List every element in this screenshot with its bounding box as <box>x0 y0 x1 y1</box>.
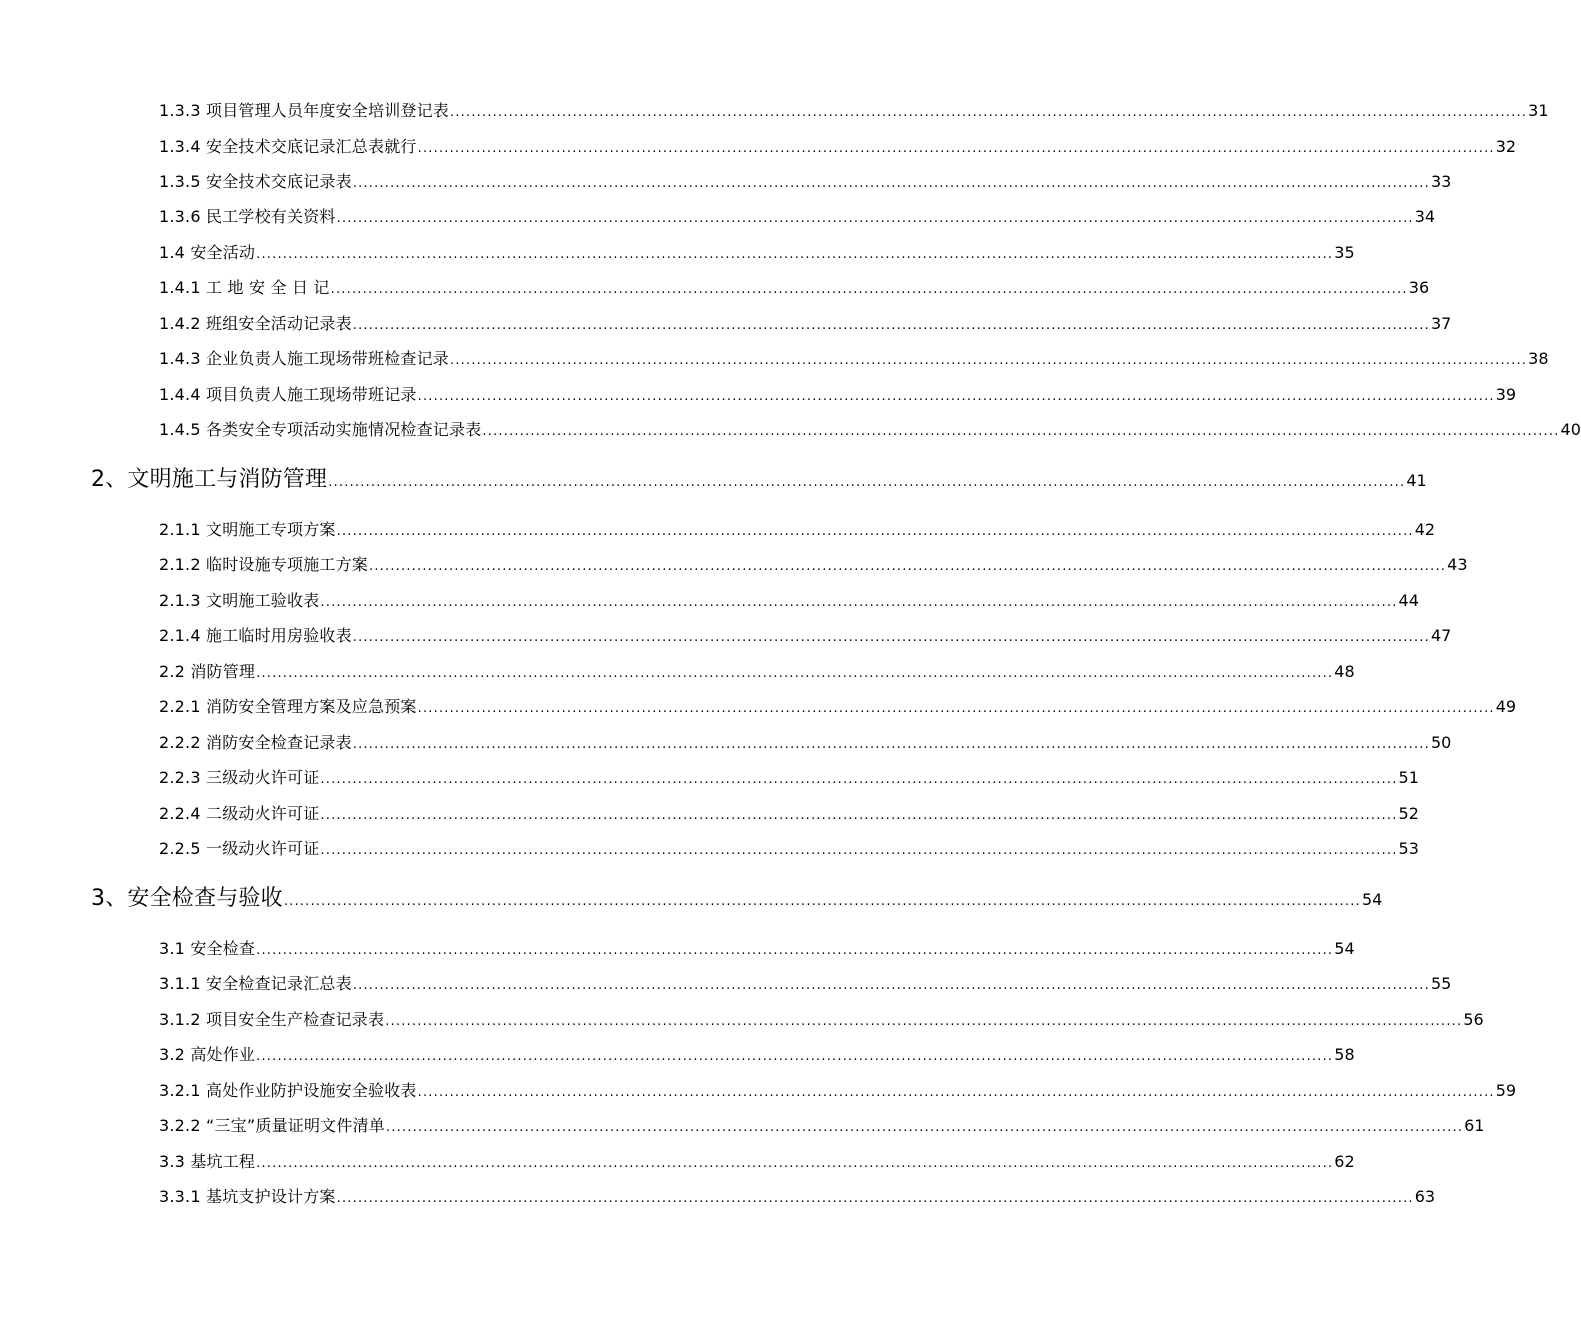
dot-leader: .......................................................................................................................................................................................................... <box>256 943 1334 958</box>
toc-entry-page: 42 <box>1414 520 1436 539</box>
dot-leader: .......................................................................................................................................................................................................... <box>320 808 1398 823</box>
toc-entry-page: 43 <box>1447 555 1468 574</box>
toc-entry[interactable] <box>159 938 1355 960</box>
toc-entry[interactable] <box>159 803 1419 825</box>
toc-entry-title: 2.1.2 临时设施专项施工方案 <box>159 555 368 574</box>
toc-entry-page: 48 <box>1334 662 1355 681</box>
dot-leader: .......................................................................................................................................................................................................... <box>450 105 1528 120</box>
dot-leader: .......................................................................................................................................................................................................... <box>256 1156 1334 1171</box>
toc-entry[interactable] <box>159 1115 1485 1137</box>
toc-entry-page: 31 <box>1528 101 1549 120</box>
dot-leader: .......................................................................................................................................................................................................... <box>417 389 1495 404</box>
toc-entry[interactable] <box>159 1009 1484 1031</box>
toc-entry-title: 2.1.3 文明施工验收表 <box>159 591 320 610</box>
toc-entry-page: 33 <box>1430 172 1452 191</box>
dot-leader: .......................................................................................................................................................................................................... <box>352 737 1430 752</box>
dot-leader: .......................................................................................................................................................................................................... <box>320 843 1398 858</box>
toc-entry-page: 36 <box>1408 278 1430 297</box>
toc-entry-page: 35 <box>1334 243 1355 262</box>
toc-entry[interactable] <box>159 1044 1355 1066</box>
toc-entry-page: 34 <box>1414 207 1436 226</box>
dot-leader: .......................................................................................................................................................................................................... <box>352 978 1430 993</box>
toc-entry[interactable] <box>159 625 1452 647</box>
toc-chapter-title: 2、文明施工与消防管理 <box>91 467 328 492</box>
toc-entry-title: 2.1.4 施工临时用房验收表 <box>159 626 352 645</box>
dot-leader: .......................................................................................................................................................................................................... <box>283 894 1361 909</box>
toc-entry-page: 54 <box>1361 890 1383 909</box>
toc-entry-title: 1.3.4 安全技术交底记录汇总表就行 <box>159 137 417 156</box>
toc-entry[interactable] <box>159 1151 1355 1173</box>
dot-leader: .......................................................................................................................................................................................................... <box>417 1085 1495 1100</box>
toc-entry-title: 1.4.1 工 地 安 全 日 记 <box>159 278 330 297</box>
toc-entry-page: 63 <box>1414 1187 1436 1206</box>
toc-entry-page: 56 <box>1463 1010 1484 1029</box>
toc-entry-page: 59 <box>1495 1081 1517 1100</box>
toc-entry-page: 53 <box>1398 839 1419 858</box>
toc-entry-title: 1.3.5 安全技术交底记录表 <box>159 172 352 191</box>
toc-entry[interactable] <box>159 767 1419 789</box>
toc-entry-title: 2.1.1 文明施工专项方案 <box>159 520 336 539</box>
toc-entry-title: 1.4.2 班组安全活动记录表 <box>159 314 352 333</box>
dot-leader: .......................................................................................................................................................................................................... <box>369 559 1447 574</box>
dot-leader: .......................................................................................................................................................................................................... <box>320 772 1398 787</box>
toc-entry[interactable] <box>159 554 1468 576</box>
dot-leader: .......................................................................................................................................................................................................... <box>336 524 1414 539</box>
toc-entry[interactable] <box>159 661 1355 683</box>
dot-leader: .......................................................................................................................................................................................................... <box>385 1120 1464 1135</box>
toc-entry-title: 2.2 消防管理 <box>159 662 256 681</box>
dot-leader: .......................................................................................................................................................................................................... <box>450 353 1528 368</box>
toc-entry[interactable] <box>159 419 1581 441</box>
toc-entry-page: 32 <box>1495 137 1517 156</box>
toc-entry[interactable] <box>159 313 1452 335</box>
toc-entry-title: 3.2.2 “三宝”质量证明文件清单 <box>159 1116 385 1135</box>
toc-entry[interactable] <box>159 206 1436 228</box>
toc-entry-page: 44 <box>1398 591 1419 610</box>
toc-entry-page: 58 <box>1334 1045 1355 1064</box>
dot-leader: .......................................................................................................................................................................................................... <box>417 701 1495 716</box>
dot-leader: .......................................................................................................................................................................................................... <box>482 424 1560 439</box>
toc-entry-title: 3.3 基坑工程 <box>159 1152 256 1171</box>
dot-leader: .......................................................................................................................................................................................................... <box>256 666 1334 681</box>
toc-entry-title: 2.2.4 二级动火许可证 <box>159 804 320 823</box>
toc-entry-title: 1.3.3 项目管理人员年度安全培训登记表 <box>159 101 449 120</box>
toc-entry-title: 3.3.1 基坑支护设计方案 <box>159 1187 336 1206</box>
toc-chapter-entry[interactable] <box>91 465 1427 495</box>
toc-entry[interactable] <box>159 171 1452 193</box>
toc-entry[interactable] <box>159 838 1419 860</box>
toc-entry-page: 55 <box>1430 974 1452 993</box>
toc-entry-title: 2.2.2 消防安全检查记录表 <box>159 733 352 752</box>
dot-leader: .......................................................................................................................................................................................................... <box>352 176 1430 191</box>
toc-entry-page: 62 <box>1334 1152 1355 1171</box>
toc-entry-title: 3.2 高处作业 <box>159 1045 256 1064</box>
toc-entry-page: 47 <box>1430 626 1452 645</box>
toc-entry-title: 1.4.5 各类安全专项活动实施情况检查记录表 <box>159 420 482 439</box>
toc-entry-title: 2.2.3 三级动火许可证 <box>159 768 320 787</box>
toc-entry[interactable] <box>159 348 1549 370</box>
toc-entry[interactable] <box>159 277 1430 299</box>
toc-entry-title: 1.4.4 项目负责人施工现场带班记录 <box>159 385 417 404</box>
dot-leader: .......................................................................................................................................................................................................... <box>330 282 1408 297</box>
toc-entry[interactable] <box>159 136 1517 158</box>
dot-leader: .......................................................................................................................................................................................................... <box>336 1191 1414 1206</box>
dot-leader: .......................................................................................................................................................................................................... <box>385 1014 1463 1029</box>
dot-leader: .......................................................................................................................................................................................................... <box>336 211 1414 226</box>
toc-entry-title: 1.3.6 民工学校有关资料 <box>159 207 336 226</box>
toc-entry[interactable] <box>159 384 1517 406</box>
toc-entry-page: 40 <box>1560 420 1581 439</box>
toc-entry[interactable] <box>159 696 1517 718</box>
toc-entry-page: 61 <box>1464 1116 1485 1135</box>
toc-entry-title: 3.2.1 高处作业防护设施安全验收表 <box>159 1081 417 1100</box>
toc-entry-title: 1.4 安全活动 <box>159 243 256 262</box>
dot-leader: .......................................................................................................................................................................................................... <box>328 475 1406 490</box>
toc-entry-page: 41 <box>1406 471 1427 490</box>
toc-entry[interactable] <box>159 242 1355 264</box>
toc-entry[interactable] <box>159 1186 1436 1208</box>
toc-entry[interactable] <box>159 732 1452 754</box>
toc-entry[interactable] <box>159 100 1549 122</box>
toc-entry-title: 3.1 安全检查 <box>159 939 256 958</box>
toc-entry-page: 38 <box>1528 349 1549 368</box>
dot-leader: .......................................................................................................................................................................................................... <box>320 595 1398 610</box>
dot-leader: .......................................................................................................................................................................................................... <box>256 247 1334 262</box>
toc-entry-page: 39 <box>1495 385 1517 404</box>
dot-leader: .......................................................................................................................................................................................................... <box>352 630 1430 645</box>
dot-leader: .......................................................................................................................................................................................................... <box>352 318 1430 333</box>
toc-entry-page: 51 <box>1398 768 1419 787</box>
toc-entry-title: 1.4.3 企业负责人施工现场带班检查记录 <box>159 349 449 368</box>
toc-entry[interactable] <box>159 973 1452 995</box>
toc-entry[interactable] <box>159 519 1436 541</box>
toc-entry-title: 2.2.5 一级动火许可证 <box>159 839 320 858</box>
dot-leader: .......................................................................................................................................................................................................... <box>417 141 1495 156</box>
toc-entry-title: 3.1.2 项目安全生产检查记录表 <box>159 1010 385 1029</box>
toc-entry[interactable] <box>159 1080 1517 1102</box>
dot-leader: .......................................................................................................................................................................................................... <box>256 1049 1334 1064</box>
toc-entry[interactable] <box>159 590 1419 612</box>
toc-entry-page: 37 <box>1430 314 1452 333</box>
toc-entry-title: 2.2.1 消防安全管理方案及应急预案 <box>159 697 417 716</box>
toc-entry-page: 49 <box>1495 697 1517 716</box>
toc-entry-page: 52 <box>1398 804 1419 823</box>
toc-entry-page: 54 <box>1334 939 1355 958</box>
toc-entry-title: 3.1.1 安全检查记录汇总表 <box>159 974 352 993</box>
toc-chapter-title: 3、安全检查与验收 <box>91 886 283 911</box>
toc-entry-page: 50 <box>1430 733 1452 752</box>
toc-chapter-entry[interactable] <box>91 884 1383 914</box>
